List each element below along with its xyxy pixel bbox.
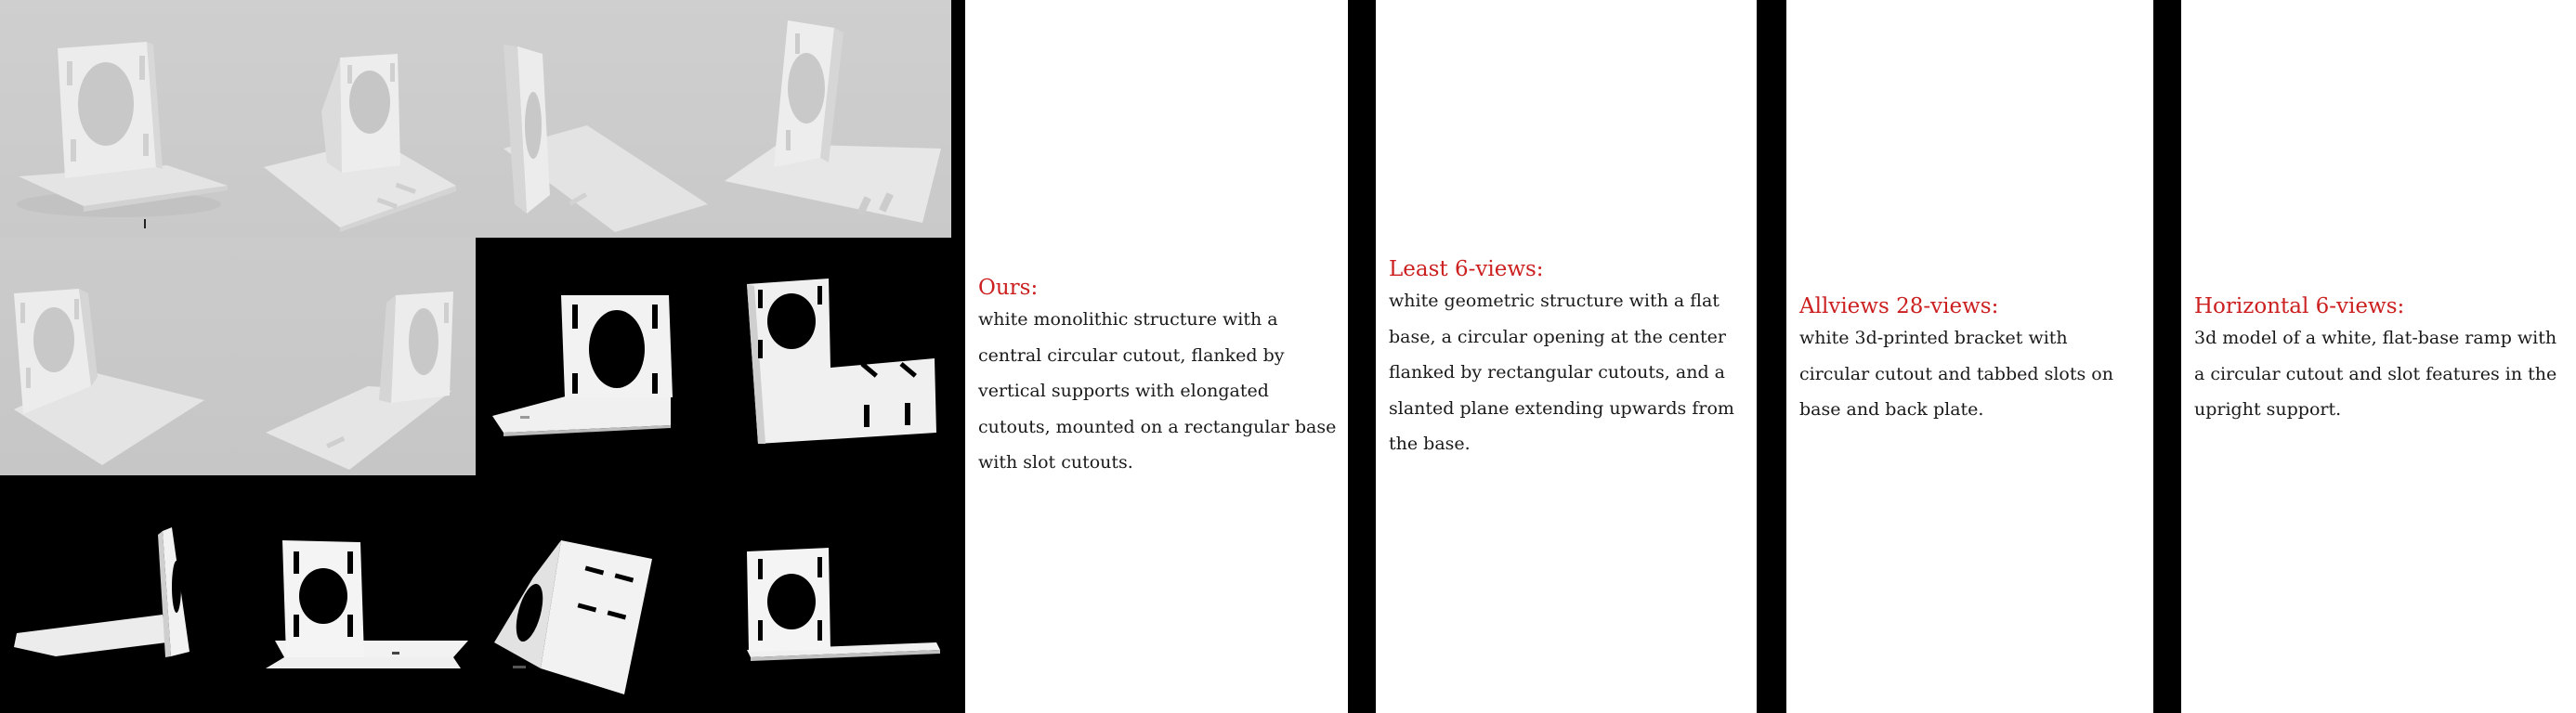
render-view-11 [476,475,713,713]
render-view-1 [0,0,238,238]
caption-block [2194,292,2565,428]
method-label: Least 6-views: [1389,257,1544,281]
render-mosaic [0,0,957,713]
render-view-2 [238,0,476,238]
caption-panel-horizontal-6-views [2181,0,2576,713]
caption-block [1389,255,1746,462]
method-label: Allviews 28-views: [1799,294,1999,318]
caption-block [978,274,1337,481]
render-view-3 [476,0,713,238]
caption-panel-ours [965,0,1348,713]
render-view-10 [238,475,476,713]
caption-text: white 3d-printed bracket with circular cutout and tabbed slots on base and back plate. [1799,328,2113,420]
caption-text: 3d model of a white, flat-base ramp with a circular cutout and slot features in the upright support. [2194,328,2557,420]
caption-panel-least-6-views [1376,0,1757,713]
render-view-6 [238,238,476,475]
caption-panel-allviews-28-views [1786,0,2153,713]
caption-block [1799,292,2142,428]
method-label: Ours: [978,276,1039,300]
render-view-5 [0,238,238,475]
caption-text: white monolithic structure with a central circular cutout, flanked by vertical supports with elongated cutouts, mounted on a rectangular base with slot cutouts. [978,309,1337,473]
render-view-4 [713,0,951,238]
method-label: Horizontal 6-views: [2194,294,2405,318]
render-view-12 [713,475,951,713]
render-view-7 [476,238,713,475]
caption-text: white geometric structure with a flat base, a circular opening at the center flanked by rectangular cutouts, and a slanted plane extending upwards from the base. [1389,291,1734,454]
render-view-9 [0,475,238,713]
render-view-8 [713,238,951,475]
